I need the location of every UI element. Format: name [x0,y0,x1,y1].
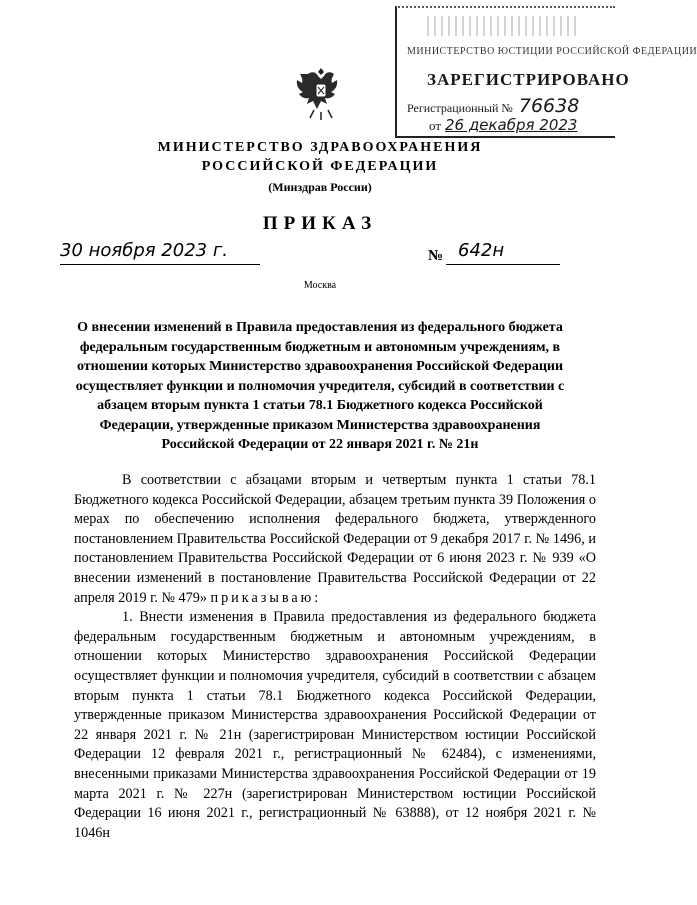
registration-stamp [395,6,697,138]
body-paragraph-2: 1. Внести изменения в Правила предоставления из федерального бюджета федеральным государственным бюджетным и автономным учреждениям, в отношении которых Министерство здравоохранения Российской Федерации осуществляет функции и полномочия учредителя, субсидий в соответствии с абзацем вторым пункта 1 статьи 78.1 Бюджетного кодекса Российской Федерации, утвержденные приказом Министерства здравоохранения Российской Федерации от 22 января 2021 г. № 21н (зарегистрирован Министерством юстиции Российской Федерации 12 февраля 2021 г., регистрационный № 62484), с изменениями, внесенными приказами Министерства здравоохранения Российской Федерации от 19 марта 2021 г. № 227н (зарегистрирован Министерством юстиции Российской Федерации 16 июня 2021 г., регистрационный № 63888), от 12 ноября 2021 г. № 1046н [74,609,596,841]
paragraph-1-text: В соответствии с абзацами вторым и четвертым пункта 1 статьи 78.1 Бюджетного кодекса Российской Федерации, абзацем третьим пункта 39 Положения о мерах по обеспечению исполнения федерального бюджета, утвержденного постановлением Правительства Российской Федерации от 9 декабря 2017 г. № 1496, и постановлением Правительства Российской Федерации от 6 июня 2023 г. № 939 «О внесении изменений в постановление Правительства Российской Федерации от 22 апреля 2019 г. № 479» [74,472,596,606]
document-body [74,471,596,843]
stamp-noise [427,16,577,36]
stamp-date-label: от [429,118,442,133]
order-date: 30 ноября 2023 г. [60,240,229,261]
stamp-reg-number: 76638 [518,95,580,117]
order-date-field [60,240,260,265]
coat-of-arms-icon [296,64,346,124]
stamp-ministry: МИНИСТЕРСТВО ЮСТИЦИИ РОССИЙСКОЙ ФЕДЕРАЦИИ [407,46,697,57]
order-number-field [446,240,560,265]
body-paragraph-1 [74,471,596,608]
document-type: ПРИКАЗ [262,213,378,234]
stamp-reg-row [407,95,579,117]
stamp-reg-label: Регистрационный № [407,101,513,115]
ministry-name-line1: МИНИСТЕРСТВО ЗДРАВООХРАНЕНИЯ [157,140,483,155]
stamp-date-value: 26 декабря 2023 [445,116,578,134]
ministry-short-name: (Минздрав России) [268,180,372,194]
order-number: 642н [458,240,505,261]
stamp-registered: ЗАРЕГИСТРИРОВАНО [427,70,630,89]
ministry-name-line2: РОССИЙСКОЙ ФЕДЕРАЦИИ [201,159,439,174]
stamp-date-row [429,116,577,134]
order-action-word: приказываю: [210,589,322,606]
order-number-label: № [428,248,444,264]
document-title: О внесении изменений в Правила предоставления из федерального бюджета федеральным государственным бюджетным и автономным учреждениям, в отношении которых Министерство здравоохранения Российской Федерации осуществляет функции и полномочия учредителя, субсидий в соответствии с абзацем вторым пункта 1 статьи 78.1 Бюджетного кодекса Российской Федерации, утвержденные приказом Министерства здравоохранения Российской Федерации от 22 января 2021 г. № 21н [75,320,565,452]
order-city: Москва [303,280,337,291]
